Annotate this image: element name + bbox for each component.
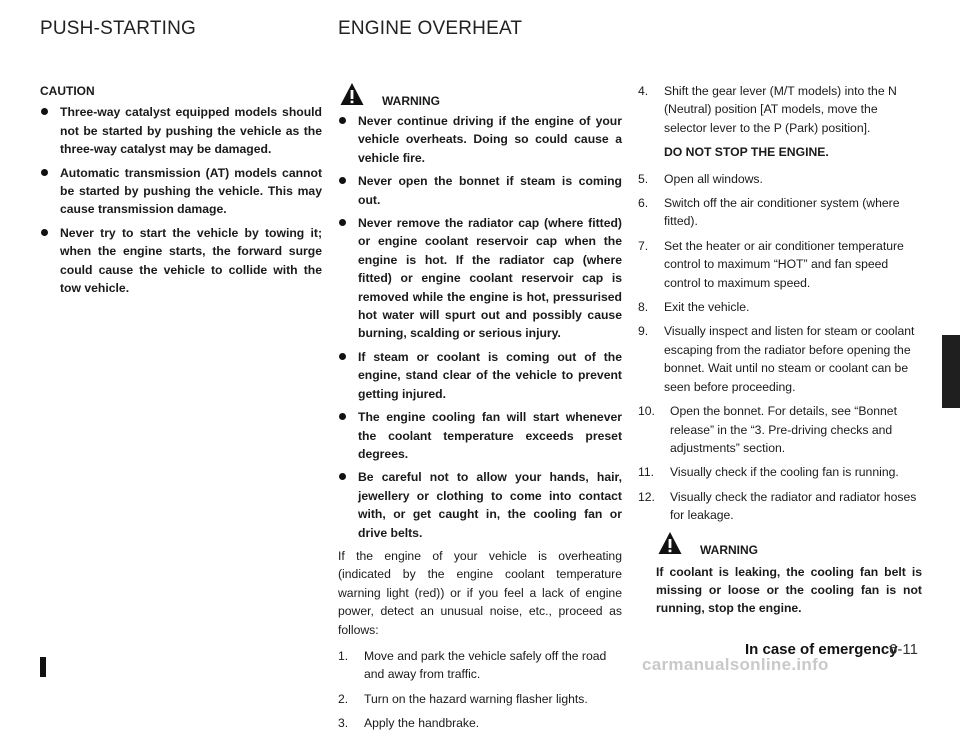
warning-triangle-icon xyxy=(658,531,682,555)
bullet-dot-icon xyxy=(41,108,48,115)
procedure-step: 4. Shift the gear lever (M/T models) into the N (Neutral) position [AT models, move the selector lever to the P (Park) position]. xyxy=(638,84,897,135)
procedure-step: 8. Exit the vehicle. xyxy=(638,300,750,315)
warning-item: Never continue driving if the engine of your vehicle overheats. Doing so could cause a vehicle fire. xyxy=(338,112,622,167)
warning-item: Never open the bonnet if steam is coming out. xyxy=(338,172,622,209)
procedure-step: 6. Switch off the air conditioner system (where fitted). xyxy=(638,196,900,229)
procedure-step: 11. Visually check if the cooling fan is running. xyxy=(638,465,899,480)
warning-label-2: WARNING xyxy=(700,542,758,557)
caution-label: CAUTION xyxy=(40,84,95,98)
page-number: 6-11 xyxy=(889,641,918,658)
section-title-push-starting: PUSH-STARTING xyxy=(40,18,197,39)
procedure-step: 1. Move and park the vehicle safely off the road and away from traffic. xyxy=(338,648,607,682)
bullet-dot-icon xyxy=(41,169,48,176)
do-not-stop-engine-note: DO NOT STOP THE ENGINE. xyxy=(664,145,829,160)
warning-header xyxy=(338,82,622,112)
overheat-intro-paragraph: If the engine of your vehicle is overheating (indicated by the engine coolant temperature warning light (red)) or if you feel a lack of engine power, detect an unusual noise, etc., proceed as follows: xyxy=(338,548,622,637)
procedure-steps-1-3 xyxy=(338,647,622,733)
warning-label: WARNING xyxy=(382,94,440,108)
engine-overheat-column-1 xyxy=(338,82,622,739)
procedure-step: 12. Visually check the radiator and radiator hoses for leakage. xyxy=(638,489,917,523)
procedure-step: 5. Open all windows. xyxy=(638,171,763,186)
push-starting-column xyxy=(40,82,322,302)
warning-item: If steam or coolant is coming out of the engine, stand clear of the vehicle to prevent getting injured. xyxy=(338,348,622,403)
section-title-engine-overheat: ENGINE OVERHEAT xyxy=(338,18,523,39)
caution-list xyxy=(40,103,322,297)
engine-overheat-column-2 xyxy=(638,82,922,618)
coolant-leak-warning-text: If coolant is leaking, the cooling fan belt is missing or loose or the cooling fan is not running, stop the engine. xyxy=(656,564,922,616)
procedure-step: 2. Turn on the hazard warning flasher lights. xyxy=(338,691,588,706)
warning-list xyxy=(338,112,622,542)
chapter-thumb-tab xyxy=(942,335,960,408)
corner-crop-mark xyxy=(40,657,46,677)
caution-item: Automatic transmission (AT) models cannot be started by pushing the vehicle. This may cause transmission damage. xyxy=(40,164,322,219)
bullet-dot-icon xyxy=(339,353,346,360)
procedure-step: 3. Apply the handbrake. xyxy=(338,716,480,731)
bullet-dot-icon xyxy=(339,117,346,124)
procedure-steps-5-12 xyxy=(638,170,922,525)
warning-header-2 xyxy=(656,531,922,561)
procedure-step: 7. Set the heater or air conditioner temperature control to maximum “HOT” and fan speed control to maximum speed. xyxy=(638,238,904,290)
footer-section-name: In case of emergency xyxy=(745,641,898,658)
procedure-step-4-list xyxy=(638,82,922,137)
caution-item: Three-way catalyst equipped models should not be started by pushing the vehicle as the three-way catalyst may be damaged. xyxy=(40,103,322,158)
caution-item: Never try to start the vehicle by towing it; when the engine starts, the forward surge could cause the vehicle to collide with the tow vehicle. xyxy=(40,224,322,298)
warning-item: Be careful not to allow your hands, hair, jewellery or clothing to come into contact with, or get caught in, the cooling fan or drive belts. xyxy=(338,468,622,542)
warning-triangle-icon xyxy=(340,82,364,106)
watermark-text: carmanualsonline.info xyxy=(642,655,829,674)
bullet-dot-icon xyxy=(339,473,346,480)
procedure-step: 9. Visually inspect and listen for steam or coolant escaping from the radiator before opening the bonnet. Wait until no steam or coolant can be seen before proceeding. xyxy=(638,324,915,394)
bullet-dot-icon xyxy=(41,229,48,236)
procedure-step: 10. Open the bonnet. For details, see “Bonnet release” in the “3. Pre-driving checks and adjustments” section. xyxy=(638,404,897,455)
bullet-dot-icon xyxy=(339,413,346,420)
bullet-dot-icon xyxy=(339,219,346,226)
warning-item: The engine cooling fan will start whenever the coolant temperature exceeds preset degrees. xyxy=(338,408,622,463)
bullet-dot-icon xyxy=(339,177,346,184)
warning-item: Never remove the radiator cap (where fitted) or engine coolant reservoir cap when the engine is hot. If the radiator cap (where fitted) or engine coolant reservoir cap is removed while the engine is hot, pressurised hot water will spurt out and possibly cause burning, scalding or serious injury. xyxy=(338,214,622,343)
